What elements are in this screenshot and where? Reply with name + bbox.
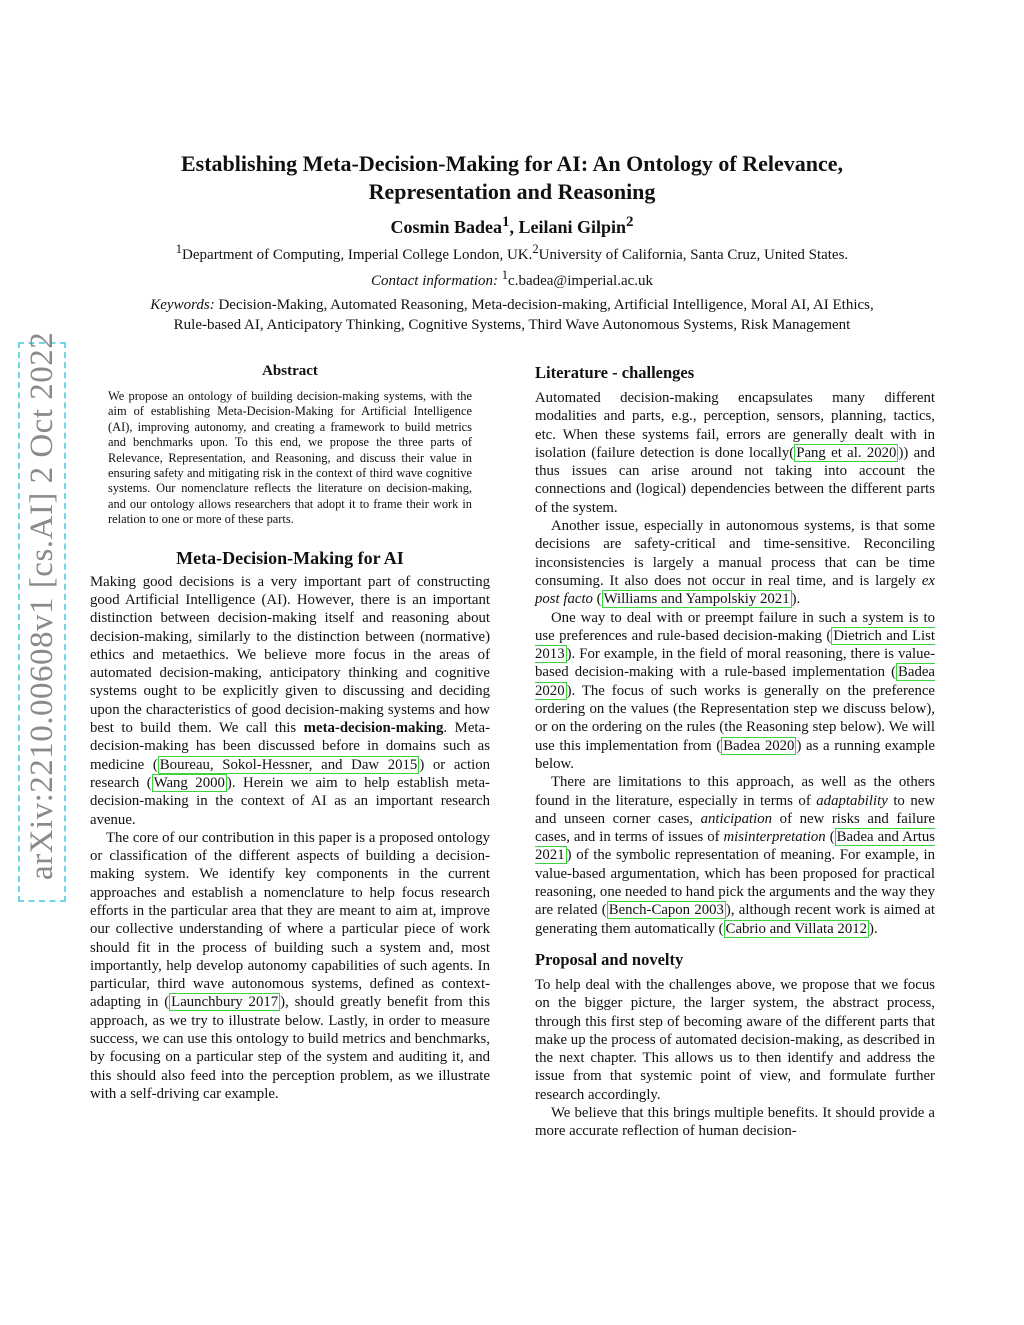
author-separator: ,	[509, 217, 519, 237]
title-line-1: Establishing Meta-Decision-Making for AI: An Ontology of Relevance,	[180, 151, 844, 176]
text-run: ). For example, in the field of moral reasoning, there is value-based decision-making with a rule-based implementation (	[535, 646, 935, 681]
citation-link[interactable]: Badea 2020	[535, 664, 935, 699]
section-heading-literature: Literature - challenges	[535, 363, 695, 382]
paragraph	[535, 773, 935, 938]
citation-link[interactable]: Pang et al. 2020	[796, 444, 897, 461]
affiliation-2: University of California, Santa Cruz, United States.	[538, 247, 849, 263]
author-1-affiliation-mark: 1	[501, 214, 510, 230]
citation-link[interactable]: Launchbury 2017	[171, 994, 279, 1011]
contact-email[interactable]: c.badea@imperial.ac.uk	[508, 273, 654, 289]
text-run: ).	[791, 591, 801, 608]
text-run: ) of the symbolic representation of meaning. For example, in value-based argumentation, which has been proposed for practical reasoning, one needed to hand pick the arguments and the way they are related (	[535, 847, 935, 919]
paragraph	[535, 609, 935, 774]
keywords-label: Keywords:	[150, 297, 215, 313]
citation-link[interactable]: Badea 2020	[723, 737, 795, 754]
section-heading-proposal: Proposal and novelty	[535, 949, 684, 969]
keywords-line-1: Decision-Making, Automated Reasoning, Meta-decision-making, Artificial Intelligence, Moral AI, AI Ethics,	[218, 297, 874, 313]
emphasis: adaptability	[816, 792, 888, 809]
text-run: The core of our contribution in this paper is a proposed ontology or classification of the different aspects of building a decision-making system. We identify key components in the current approaches and establish a nomenclature to help focus research efforts in the particular area that they are meant to aim at, improve our collective understanding of where a particular piece of work should fit in the process of building such a system and, most importantly, help develop autonomy capabilities of such agents. In particular, third wave autonomous systems, defined as context-adapting in (	[90, 829, 490, 1011]
paragraph	[535, 517, 935, 608]
citation-link[interactable]: Wang 2000	[153, 774, 225, 791]
affiliation-1: Department of Computing, Imperial College London, UK.	[182, 247, 533, 263]
emphasis: misinterpretation	[723, 829, 826, 846]
text-run: Automated decision-making encapsulates many different modalities and parts, e.g., perception, sensors, planning, tactics, etc. When these systems fail, errors are generally dealt with in isolation (failure detection is done locally(	[535, 390, 935, 461]
text-run: ).	[869, 920, 878, 937]
contact-mark: 1	[501, 268, 509, 282]
abstract-heading: Abstract	[262, 363, 318, 379]
paragraph	[535, 389, 935, 517]
text-run: ). Herein we aim to help establish meta-decision-making in the context of AI as an important research avenue.	[90, 774, 490, 828]
text-run: ), should greatly benefit from this approach, as we try to illustrate below. Lastly, in order to measure success, we can use this ontology to build metrics and benchmarks, by focusing on a particular step of the system and auditing it, and this should also feed into the perception problem, as we illustrate with a self-driving car example.	[90, 994, 490, 1102]
right-column	[535, 363, 935, 1141]
text-run: ) as a running example below.	[535, 737, 935, 772]
author-2: Leilani Gilpin	[518, 217, 627, 237]
text-run: ). The focus of such works is generally on the preference ordering on the values (the Representation step we discuss below), or on the ordering on the rules (the Reasoning step below). We will use this implementation from (	[535, 682, 935, 754]
text-run: ), although recent work is aimed at generating them automatically (	[535, 902, 936, 937]
section-heading-meta-decision: Meta-Decision-Making for AI	[176, 547, 404, 568]
text-run: (	[825, 829, 835, 846]
text-run: ) or action research (	[90, 756, 490, 791]
citation-link[interactable]: Badea and Artus 2021	[535, 829, 935, 864]
text-run: . Meta-decision-making has been discussed before in domains such as medicine (	[90, 720, 490, 773]
paper-title	[100, 150, 924, 206]
paragraph	[90, 573, 490, 829]
affiliation-1-mark: 1	[175, 242, 183, 256]
affiliation-2-mark: 2	[532, 242, 539, 256]
author-2-affiliation-mark: 2	[626, 214, 634, 230]
text-run: There are limitations to this approach, as well as the others found in the literature, especially in terms of	[535, 774, 935, 809]
contact-label: Contact information:	[370, 273, 499, 289]
text-run: to new and unseen corner cases,	[535, 792, 936, 827]
text-run: )) and thus issues can arise around not taking into account the connections and (logical) dependencies between the different parts of the system.	[535, 444, 936, 516]
affiliations	[100, 239, 924, 291]
keywords	[100, 295, 924, 335]
author-list	[100, 214, 924, 238]
title-line-2: Representation and Reasoning	[368, 179, 656, 204]
text-run: Another issue, especially in autonomous systems, is that some decisions are safety-critical and time-sensitive. Reconciling inconsistencies is largely a manual process that can be time consuming. It also does not occur in real time, and is largely	[535, 518, 935, 589]
left-column	[90, 363, 490, 1103]
paragraph	[90, 829, 490, 1103]
text-run: (	[592, 591, 602, 608]
citation-link[interactable]: Boureau, Sokol-Hessner, and Daw 2015	[159, 756, 418, 773]
citation-link[interactable]: Cabrio and Villata 2012	[725, 920, 868, 937]
author-1: Cosmin Badea	[390, 217, 502, 237]
keywords-line-2: Rule-based AI, Anticipatory Thinking, Cognitive Systems, Third Wave Autonomous Systems, Risk Management	[173, 317, 851, 333]
citation-link[interactable]: Williams and Yampolskiy 2021	[603, 591, 790, 608]
bold-term: meta-decision-making	[303, 720, 444, 737]
text-run: One way to deal with or preempt failure in such a system is to use preferences and rule-based decision-making (	[535, 609, 935, 644]
emphasis: ex post facto	[535, 572, 935, 608]
emphasis: anticipation	[700, 810, 773, 827]
paragraph: To help deal with the challenges above, we propose that we focus on the bigger picture, the larger system, the abstract process, through this first step of becoming aware of the different parts that make up the process of automated decision-making, as described in the next chapter. This allows us to then identify and address the issue from that systemic point of view, and formulate further research accordingly.	[535, 976, 935, 1103]
citation-link[interactable]: Dietrich and List 2013	[535, 627, 935, 663]
abstract-text: We propose an ontology of building decision-making systems, with the aim of establishing Meta-Decision-Making for Artificial Intelligence (AI), improving autonomy, and creating a framework to build metrics and benchmarks upon. To this end, we propose the three parts of Relevance, Representation, and Reasoning, and discuss their value in ensuring safety and mitigating risk in the context of third wave cognitive systems. Our nomenclature reflects the literature on decision-making, and our ontology allows researchers that adopt it to frame their work in relation to one or more of these parts.	[108, 389, 472, 527]
arxiv-identifier[interactable]: arXiv:2210.00608v1 [cs.AI] 2 Oct 2022	[24, 331, 60, 880]
paragraph: We believe that this brings multiple benefits. It should provide a more accurate reflection of human decision-	[535, 1104, 935, 1140]
citation-link[interactable]: Bench-Capon 2003	[608, 902, 724, 919]
text-run: of new risks and failure cases, and in terms of issues of	[535, 810, 935, 846]
text-run: Making good decisions is a very important part of constructing good Artificial Intelligence (AI). However, there is an important distinction between decision-making itself and reasoning about decision-making, similarly to the distinction between (normative) ethics and metaethics. We believe more focus in the areas of automated decision-making, anticipatory thinking and cognitive systems ought to be explicitly given to discussing and deciding upon the characteristics of good decision-making systems and how best to build them. We call this	[90, 573, 490, 737]
